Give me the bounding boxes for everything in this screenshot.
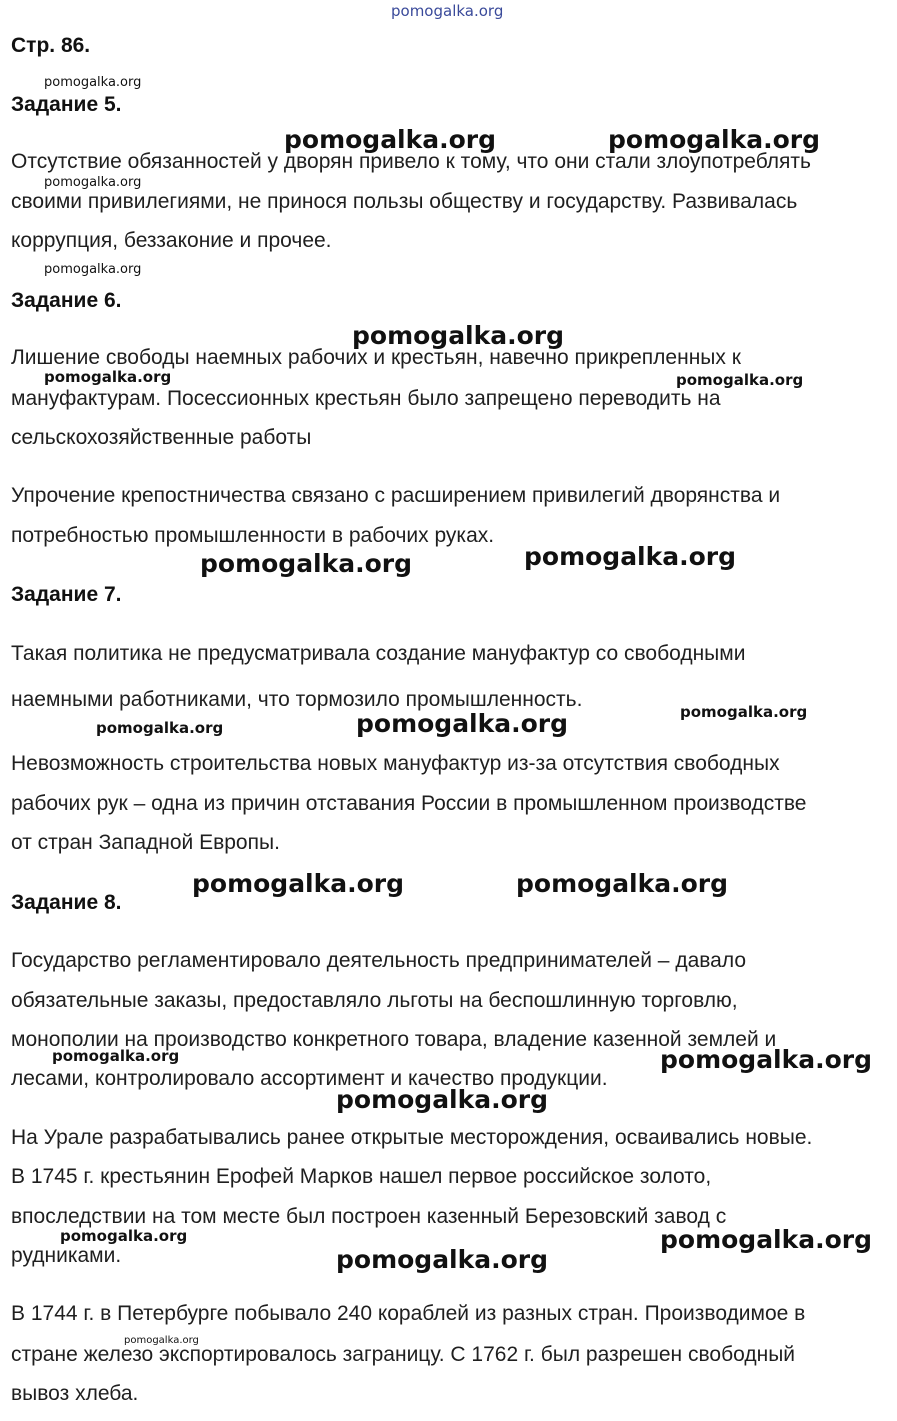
task-6-line: сельскохозяйственные работы xyxy=(11,426,312,449)
task-8-line: рудниками. xyxy=(11,1244,122,1267)
task-8-line: лесами, контролировало ассортимент и качество продукции. xyxy=(11,1067,608,1090)
watermark: pomogalka.org xyxy=(200,549,413,578)
task-8-heading: Задание 8. xyxy=(11,891,122,914)
task-6-line: Лишение свободы наемных рабочих и крестьян, навечно прикрепленных к xyxy=(11,346,741,369)
watermark: pomogalka.org xyxy=(516,869,729,898)
watermark: pomogalka.org xyxy=(660,1225,873,1254)
watermark: pomogalka.org xyxy=(60,1227,188,1245)
watermark: pomogalka.org xyxy=(52,1047,180,1065)
task-7-line: от стран Западной Европы. xyxy=(11,831,280,854)
task-7-line: рабочих рук – одна из причин отставания России в промышленном производстве xyxy=(11,792,807,815)
task-8-line: вывоз хлеба. xyxy=(11,1382,139,1405)
watermark: pomogalka.org xyxy=(680,703,808,721)
watermark: pomogalka.org xyxy=(124,1335,199,1346)
watermark: pomogalka.org xyxy=(96,719,224,737)
watermark: pomogalka.org xyxy=(44,368,172,386)
watermark: pomogalka.org xyxy=(284,125,497,154)
watermark: pomogalka.org xyxy=(44,175,142,190)
task-8-line: обязательные заказы, предоставляло льготы на беспошлинную торговлю, xyxy=(11,989,738,1012)
task-7-line: Такая политика не предусматривала создание мануфактур со свободными xyxy=(11,642,746,665)
page-reference: Стр. 86. xyxy=(11,34,91,57)
task-5-line: своими привилегиями, не принося пользы обществу и государству. Развивалась xyxy=(11,190,798,213)
watermark: pomogalka.org xyxy=(524,542,737,571)
task-6-line: Упрочение крепостничества связано с расширением привилегий дворянства и xyxy=(11,484,781,507)
task-8-line: В 1744 г. в Петербурге побывало 240 кораблей из разных стран. Производимое в xyxy=(11,1302,806,1325)
task-5-line: коррупция, беззаконие и прочее. xyxy=(11,229,332,252)
watermark: pomogalka.org xyxy=(44,75,142,90)
task-5-heading: Задание 5. xyxy=(11,93,122,116)
task-6-line: мануфактурам. Посессионных крестьян было запрещено переводить на xyxy=(11,387,721,410)
task-7-line: Невозможность строительства новых мануфактур из-за отсутствия свободных xyxy=(11,752,780,775)
task-8-line: В 1745 г. крестьянин Ерофей Марков нашел первое российское золото, xyxy=(11,1165,712,1188)
task-6-line: потребностью промышленности в рабочих руках. xyxy=(11,524,495,547)
task-7-line: наемными работниками, что тормозило промышленность. xyxy=(11,688,583,711)
task-8-line: впоследствии на том месте был построен казенный Березовский завод с xyxy=(11,1205,727,1228)
watermark: pomogalka.org xyxy=(608,125,821,154)
task-8-line: стране железо экспортировалось заграницу. С 1762 г. был разрешен свободный xyxy=(11,1343,796,1366)
task-8-line: монополии на производство конкретного товара, владение казенной землей и xyxy=(11,1028,777,1051)
watermark: pomogalka.org xyxy=(660,1045,873,1074)
watermark: pomogalka.org xyxy=(336,1085,549,1114)
watermark: pomogalka.org xyxy=(44,262,142,277)
task-7-heading: Задание 7. xyxy=(11,583,122,606)
watermark-top: pomogalka.org xyxy=(391,2,504,20)
task-5-line: Отсутствие обязанностей у дворян привело к тому, что они стали злоупотреблять xyxy=(11,150,811,173)
watermark: pomogalka.org xyxy=(336,1245,549,1274)
watermark: pomogalka.org xyxy=(192,869,405,898)
watermark: pomogalka.org xyxy=(676,371,804,389)
task-8-line: Государство регламентировало деятельность предпринимателей – давало xyxy=(11,949,747,972)
watermark: pomogalka.org xyxy=(356,709,569,738)
watermark: pomogalka.org xyxy=(352,321,565,350)
task-6-heading: Задание 6. xyxy=(11,289,122,312)
task-8-line: На Урале разрабатывались ранее открытые месторождения, осваивались новые. xyxy=(11,1126,813,1149)
